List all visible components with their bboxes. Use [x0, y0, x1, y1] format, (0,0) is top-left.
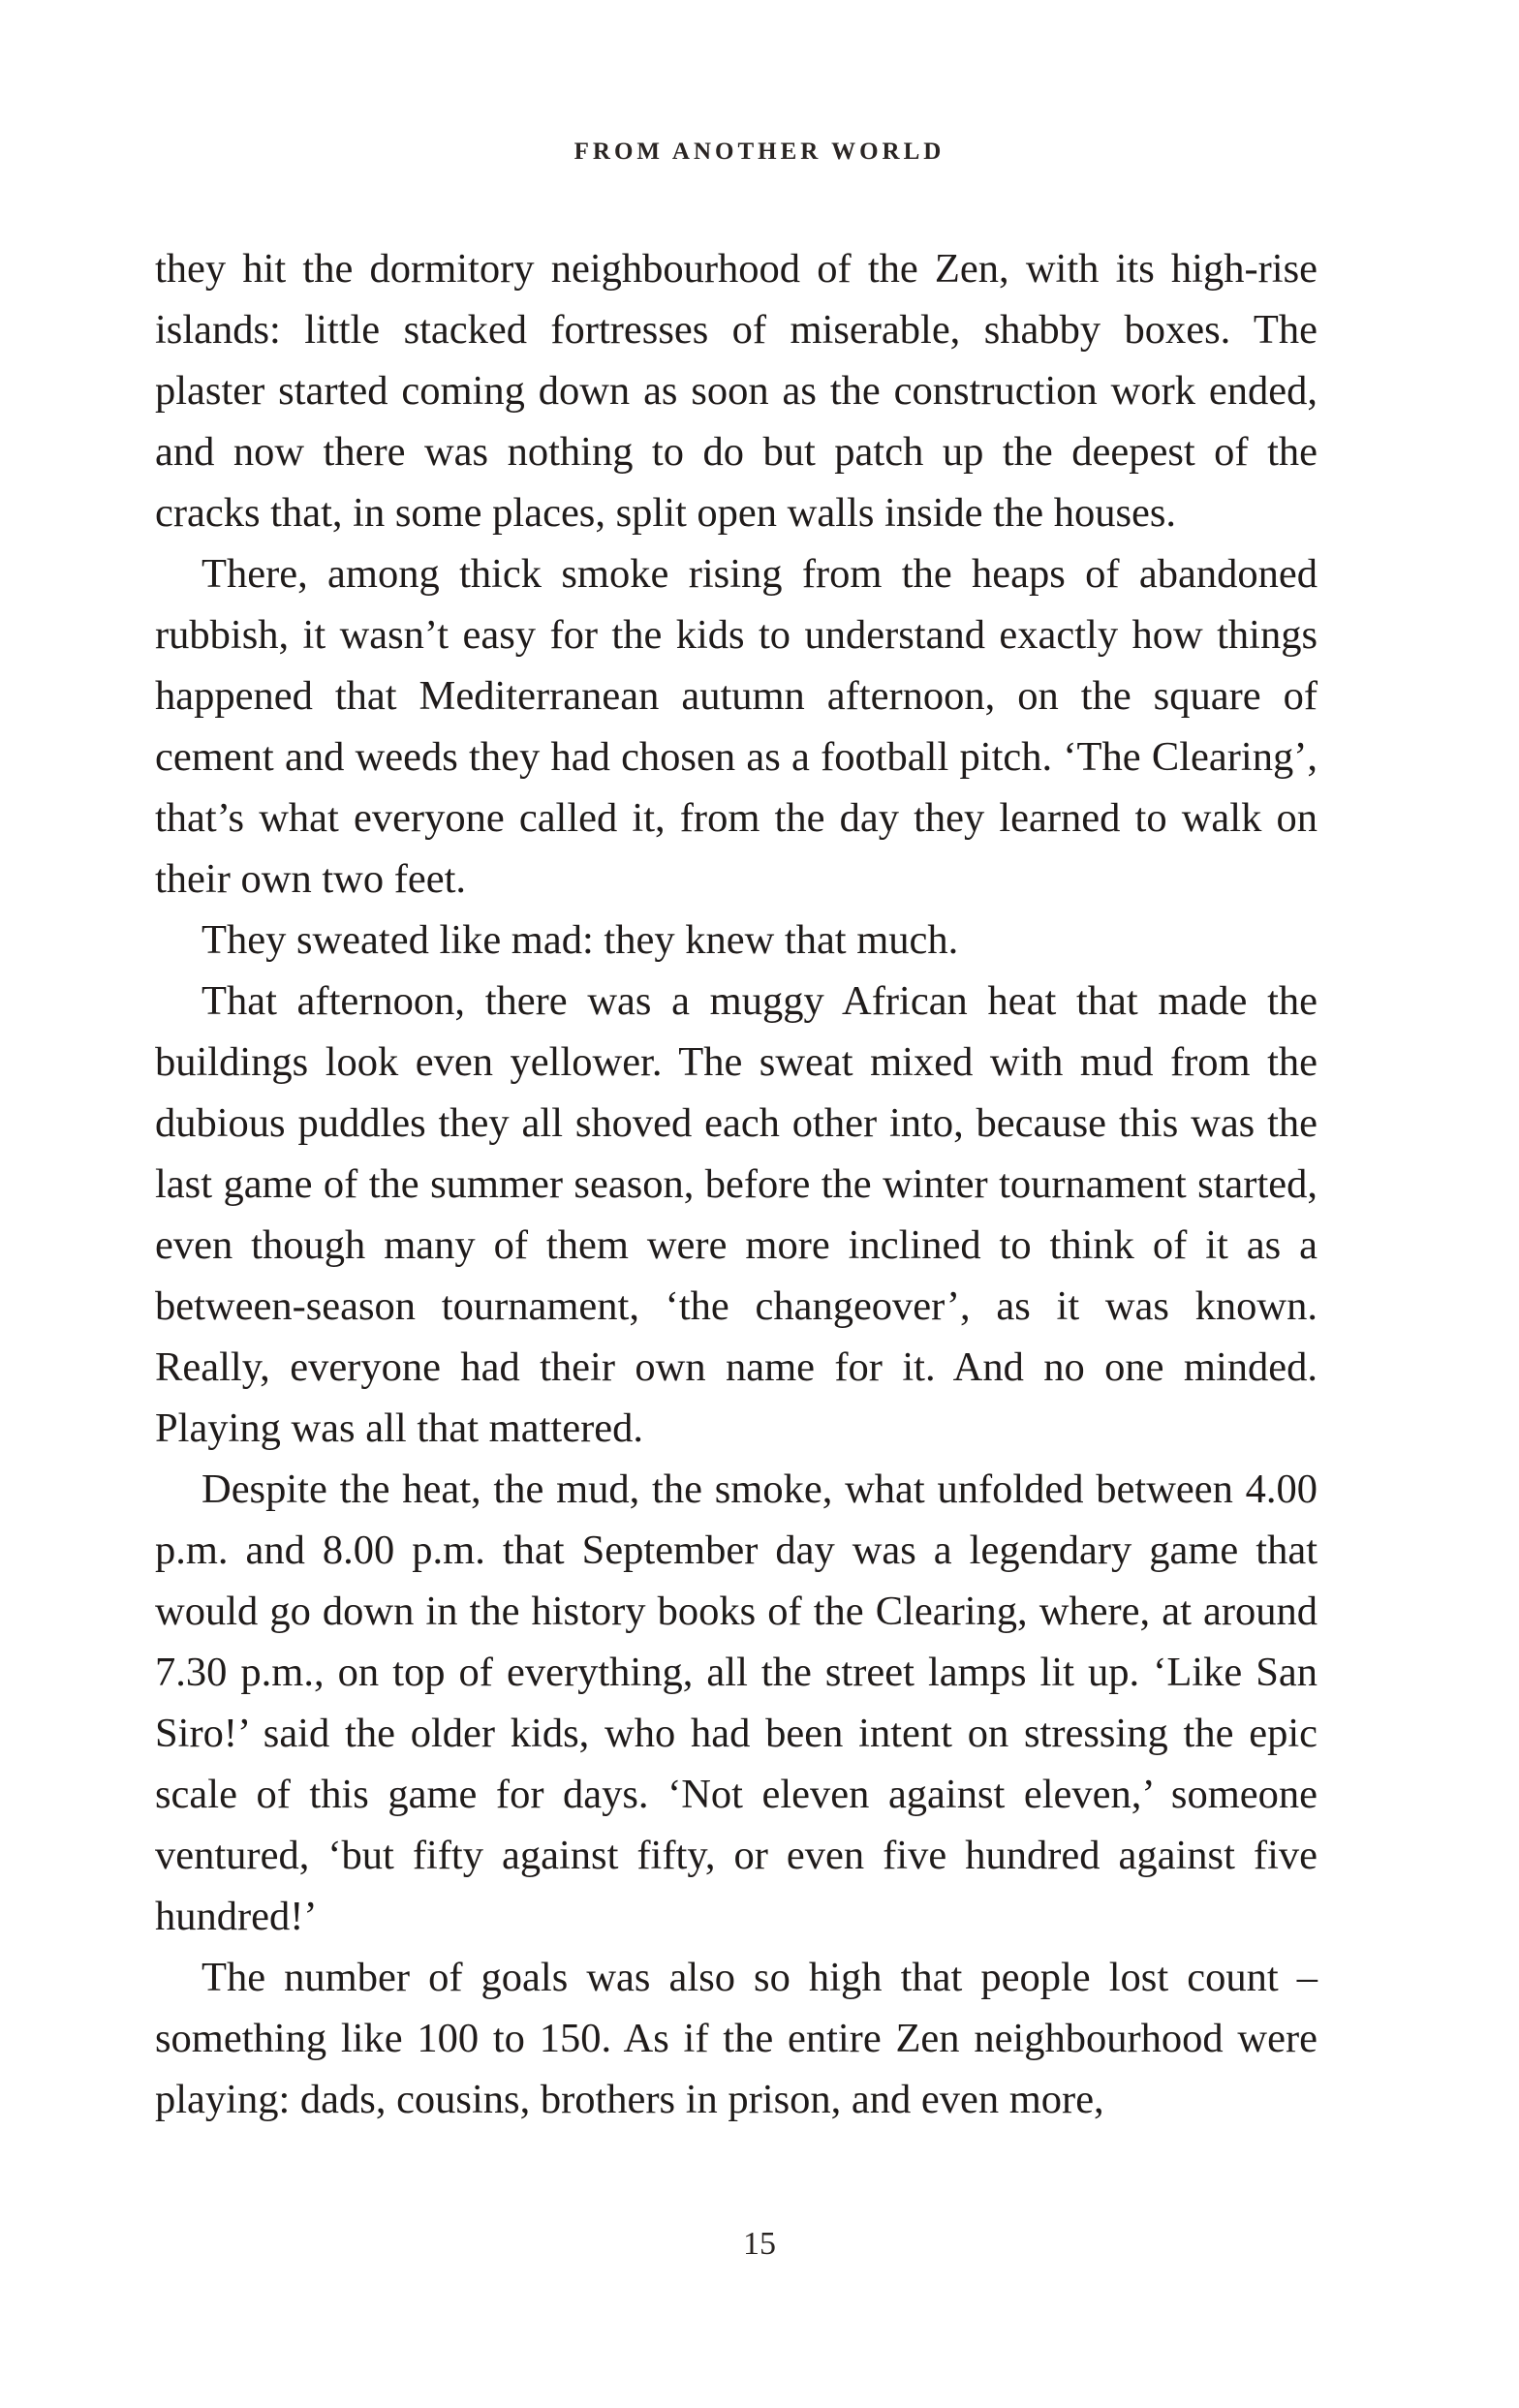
paragraph: They sweated like mad: they knew that much. — [202, 917, 959, 963]
paragraph: The number of goals was also so high that people lost count – something like 100 to 150. As if the entire Zen neighbourhood were playing: dads, cousins, brothers in prison, and even more, — [155, 1955, 1318, 2122]
running-head: FROM ANOTHER WORLD — [574, 139, 946, 165]
body-text — [155, 238, 1318, 2130]
paragraph: they hit the dormitory neighbourhood of the Zen, with its high-rise islands: little stacked fortresses of miserable, shabby boxes. The plaster started coming down as soon as the construction work ended, and now there was nothing to do but patch up the deepest of the cracks that, in some places, split open walls inside the houses. — [155, 246, 1318, 536]
paragraph: Despite the heat, the mud, the smoke, what unfolded between 4.00 p.m. and 8.00 p.m. that September day was a legendary game that would go down in the history books of the Clearing, where, at around 7.30 p.m., on top of everything, all the street lamps lit up. ‘Like San Siro!’ said the older kids, who had been intent on stressing the epic scale of this game for days. ‘Not eleven against eleven,’ someone ventured, ‘but fifty against fifty, or even five hundred against five hundred!’ — [155, 1466, 1318, 1939]
paragraph: That afternoon, there was a muggy African heat that made the buildings look even yellower. The sweat mixed with mud from the dubious puddles they all shoved each other into, because this was the last game of the summer season, before the winter tournament started, even though many of them were more inclined to think of it as a between-season tournament, ‘the changeover’, as it was known. Really, everyone had their own name for it. And no one minded. Playing was all that mattered. — [155, 978, 1318, 1451]
page-number: 15 — [743, 2226, 776, 2262]
paragraph: There, among thick smoke rising from the heaps of abandoned rubbish, it wasn’t easy for the kids to understand exactly how things happened that Mediterranean autumn afternoon, on the square of cement and weeds they had chosen as a football pitch. ‘The Clearing’, that’s what everyone called it, from the day they learned to walk on their own two feet. — [155, 551, 1318, 902]
